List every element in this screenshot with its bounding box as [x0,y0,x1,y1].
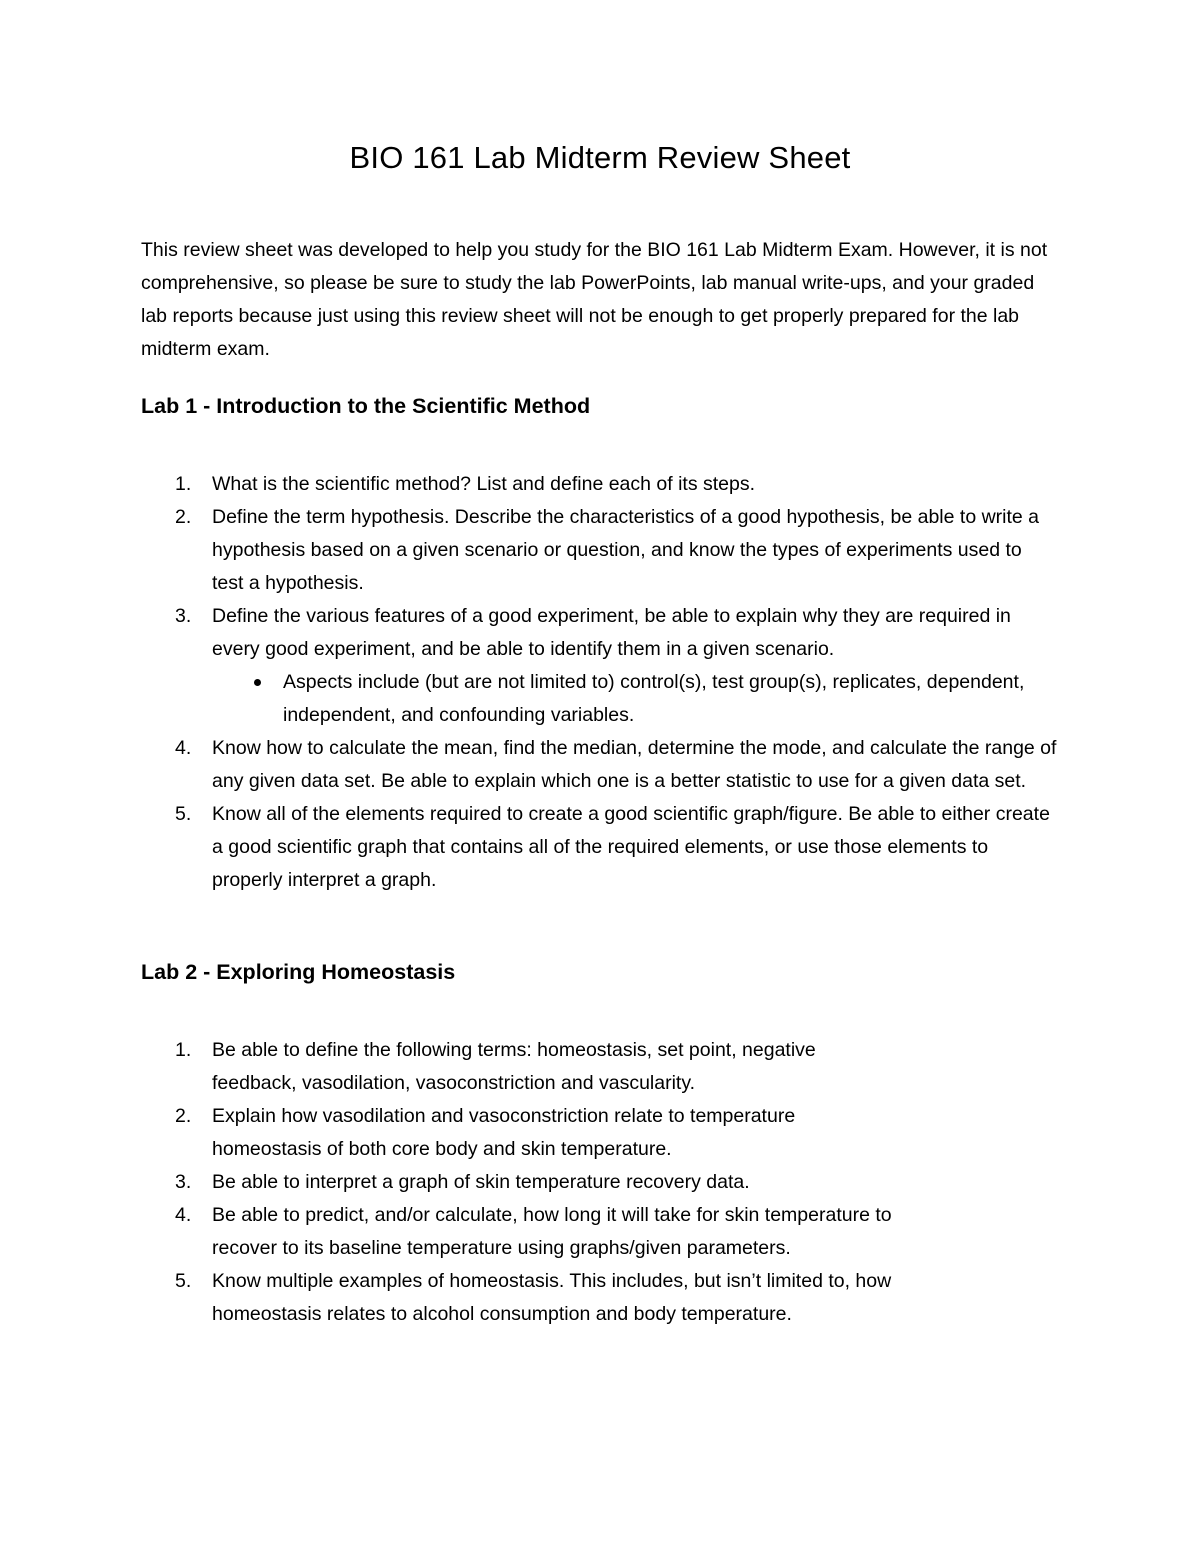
item-number: 4. [175,1204,192,1226]
item-text: Be able to predict, and/or calculate, how long it will take for skin temperature to recover to its baseline temperature using graphs/given parameters. [212,1204,892,1259]
item-number: 1. [175,1039,192,1061]
list-item [141,468,1061,501]
bullet-icon [254,679,261,686]
list-item [141,1199,901,1265]
lab1-list [141,468,1061,897]
sub-list-item [212,666,1061,732]
list-item [141,1166,901,1199]
intro-paragraph: This review sheet was developed to help you study for the BIO 161 Lab Midterm Exam. However, it is not comprehensive, so please be sure to study the lab PowerPoints, lab manual write-ups, and your graded lab reports because just using this review sheet will not be enough to get properly prepared for the lab midterm exam. [141,239,1048,360]
list-item [141,600,1061,732]
list-item [141,501,1061,600]
item-number: 5. [175,1270,192,1292]
page-title: BIO 161 Lab Midterm Review Sheet [349,140,851,175]
list-item [141,1034,901,1100]
item-number: 3. [175,1171,192,1193]
item-text: Explain how vasodilation and vasoconstriction relate to temperature homeostasis of both core body and skin temperature. [212,1105,796,1160]
sub-item-text: Aspects include (but are not limited to) control(s), test group(s), replicates, dependent, independent, and confounding variables. [283,671,1025,726]
lab1-heading: Lab 1 - Introduction to the Scientific Method [141,394,591,418]
lab2-list [141,1034,901,1331]
item-text: Know all of the elements required to create a good scientific graph/figure. Be able to either create a good scientific graph that contains all of the required elements, or use those elements to properly interpret a graph. [212,803,1050,891]
item-number: 4. [175,737,192,759]
item-text: Know how to calculate the mean, find the median, determine the mode, and calculate the range of any given data set. Be able to explain which one is a better statistic to use for a given data set. [212,737,1057,792]
item-number: 2. [175,506,192,528]
item-number: 3. [175,605,192,627]
item-text: Define the various features of a good experiment, be able to explain why they are required in every good experiment, and be able to identify them in a given scenario. [212,605,1011,660]
item-text: What is the scientific method? List and define each of its steps. [212,473,756,495]
list-item [141,798,1061,897]
item-number: 1. [175,473,192,495]
list-item [141,1265,901,1331]
item-number: 5. [175,803,192,825]
lab2-heading: Lab 2 - Exploring Homeostasis [141,960,456,984]
list-item [141,1100,901,1166]
list-item [141,732,1061,798]
item-text: Define the term hypothesis. Describe the characteristics of a good hypothesis, be able to write a hypothesis based on a given scenario or question, and know the types of experiments used to test a hypothesis. [212,506,1040,594]
item-text: Be able to define the following terms: homeostasis, set point, negative feedback, vasodilation, vasoconstriction and vascularity. [212,1039,816,1094]
item-number: 2. [175,1105,192,1127]
sub-list [212,666,1061,732]
item-text: Know multiple examples of homeostasis. This includes, but isn’t limited to, how homeostasis relates to alcohol consumption and body temperature. [212,1270,892,1325]
item-text: Be able to interpret a graph of skin temperature recovery data. [212,1171,750,1193]
